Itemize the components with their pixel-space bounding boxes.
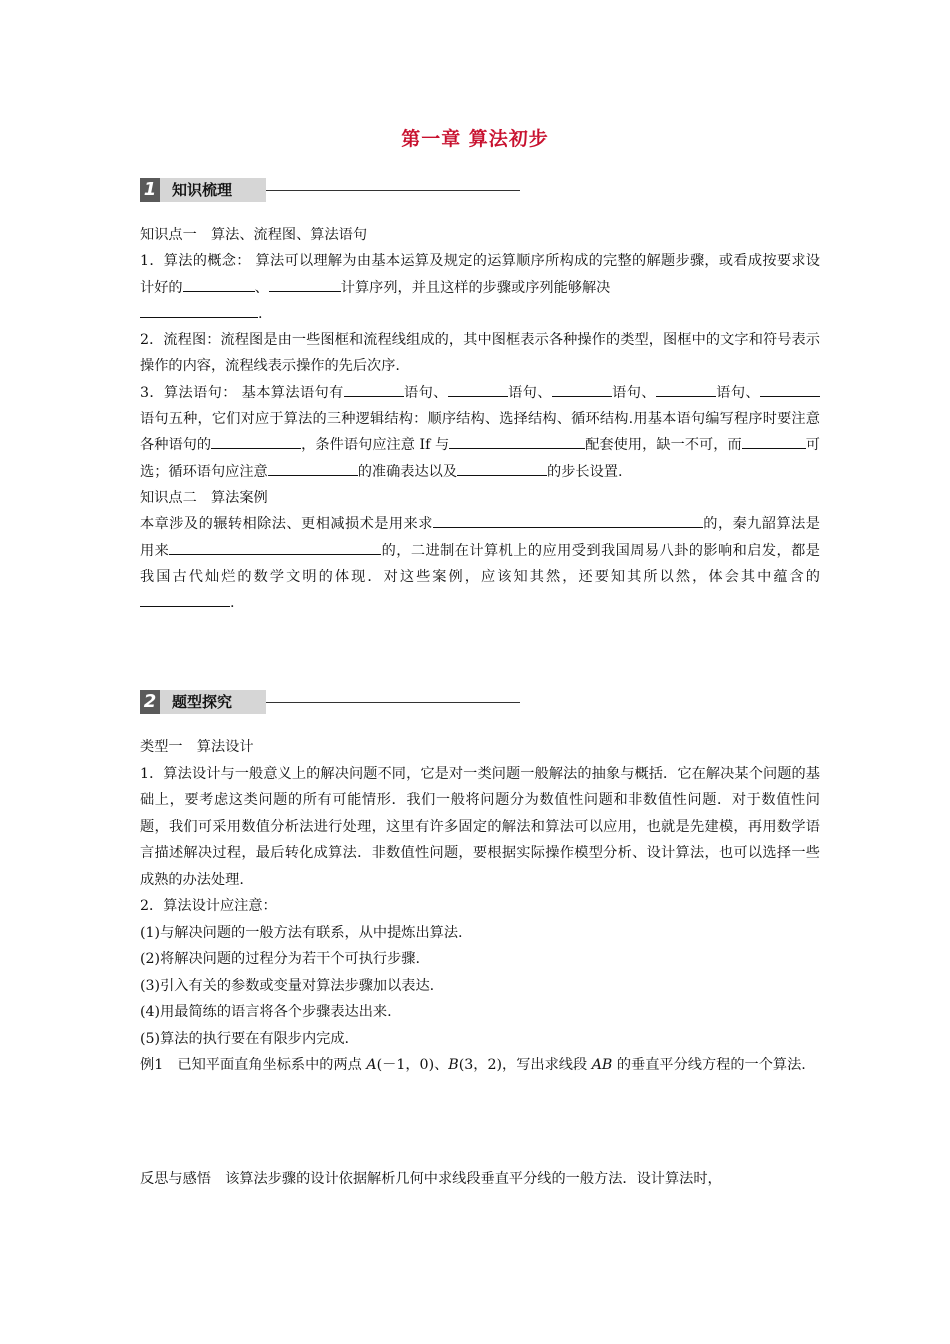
- fill-in-blank[interactable]: [656, 380, 716, 397]
- paragraph-flowchart: 2．流程图：流程图是由一些图框和流程线组成的，其中图框表示各种操作的类型，图框中的文字和符号表示操作的内容，流程线表示操作的先后次序.: [140, 332, 820, 375]
- text-run: 例1 已知平面直角坐标系中的两点: [140, 1057, 367, 1073]
- point-label: A: [366, 1057, 377, 1073]
- list-item: (4)用最简练的语言将各个步骤表达出来.: [140, 1004, 392, 1020]
- knowledge-point-1-title: 知识点一 算法、流程图、算法语句: [140, 227, 368, 243]
- paragraph-algorithm-statements: [140, 380, 820, 485]
- section-header-1: [140, 178, 520, 202]
- text-run: 、: [254, 279, 269, 296]
- paragraph-algorithm-concept: [140, 248, 820, 327]
- text-run: 语句、: [403, 384, 448, 401]
- fill-in-blank[interactable]: [169, 538, 381, 555]
- point-label: B: [448, 1057, 459, 1073]
- text-run: (3，2)，写出求线段: [458, 1057, 592, 1073]
- text-run: 的垂直平分线方程的一个算法.: [612, 1057, 806, 1073]
- list-item: (1)与解决问题的一般方法有联系，从中提炼出算法.: [140, 924, 463, 941]
- text-run: 可选；循环语句应注意: [140, 437, 820, 480]
- fill-in-blank[interactable]: [269, 275, 341, 292]
- section-number: 1: [140, 178, 160, 202]
- fill-in-blank[interactable]: [760, 380, 820, 397]
- section-number: 2: [140, 690, 160, 714]
- text-run: 本章涉及的辗转相除法、更相减损术是用来求: [140, 516, 433, 533]
- text-run: 语句、: [507, 384, 552, 401]
- section-divider: [266, 190, 520, 191]
- paragraph-algorithm-cases: [140, 511, 820, 616]
- text-run: 的，二进制在计算机上的应用受到我国周易八卦的影响和启发，都是我国古代灿烂的数学文明的体现．对这些案例，应该知其然，还要知其所以然，体会其中蕴含的: [140, 542, 820, 585]
- text-run: 语句、: [611, 384, 656, 401]
- text-run: 的准确表达以及: [357, 463, 458, 480]
- fill-in-blank[interactable]: [449, 432, 549, 449]
- text-run: 配套使用，缺一不可，而: [585, 437, 742, 454]
- list-item: (3)引入有关的参数或变量对算法步骤加以表达.: [140, 977, 435, 994]
- text-run: .: [258, 305, 263, 322]
- text-run: (－1，0)、: [376, 1057, 449, 1073]
- text-run: 语句、: [715, 384, 760, 401]
- text-run: 的，秦九韶算法是用来: [140, 516, 820, 559]
- list-item: (5)算法的执行要在有限步内完成.: [140, 1030, 350, 1047]
- paragraph-algorithm-design: 1．算法设计与一般意义上的解决问题不同，它是对一类问题一般解法的抽象与概括．它在解决某个问题的基础上，要考虑这类问题的所有可能情形．我们一般将问题分为数值性问题和非数值性问题．对于数值性问题，我们可采用数值分析法进行处理，这里有许多固定的解法和算法可以应用，也就是先建模，再用数学语言描述解决过程，最后转化成算法．非数值性问题，要根据实际操作模型分析、设计算法，也可以选择一些成熟的办法处理.: [140, 765, 820, 888]
- fill-in-blank[interactable]: [211, 432, 301, 449]
- list-item: (2)将解决问题的过程分为若干个可执行步骤.: [140, 951, 420, 967]
- type-1-title: 类型一 算法设计: [140, 739, 254, 755]
- paragraph-design-notes-title: 2．算法设计应注意：: [140, 898, 277, 914]
- example-1: [140, 1052, 820, 1079]
- fill-in-blank[interactable]: [457, 459, 547, 476]
- text-run: 1．算法的概念： 算法可以理解为由基本运算及规定的运算顺序所构成的完整的解题步骤，或看成按要求设计好的: [140, 253, 820, 296]
- section-header-2: [140, 690, 520, 714]
- fill-in-blank[interactable]: [433, 511, 703, 528]
- fill-in-blank[interactable]: [552, 380, 612, 397]
- text-run: 的步长设置.: [547, 463, 623, 480]
- fill-in-blank[interactable]: [183, 275, 255, 292]
- text-run: 3．算法语句： 基本算法语句有: [140, 384, 344, 401]
- text-run: ，条件语句应注意 If 与: [301, 437, 450, 454]
- segment-label: AB: [591, 1057, 613, 1073]
- fill-in-blank[interactable]: [344, 380, 404, 397]
- paragraph-reflection: 反思与感悟 该算法步骤的设计依据解析几何中求线段垂直平分线的一般方法．设计算法时，: [140, 1171, 722, 1187]
- text-run: 语句五种，它们对应于算法的三种逻辑结构：顺序结构、选择结构、循环结构.用基本语句编写程序时要注意各种语句的: [140, 411, 820, 454]
- fill-in-blank[interactable]: [549, 432, 585, 449]
- fill-in-blank[interactable]: [268, 459, 358, 476]
- section-label: 题型探究: [172, 693, 233, 711]
- fill-in-blank[interactable]: [742, 432, 806, 449]
- knowledge-point-2-title: 知识点二 算法案例: [140, 489, 268, 506]
- problem-types-section: [140, 734, 820, 1079]
- fill-in-blank[interactable]: [140, 590, 230, 607]
- knowledge-section: [140, 222, 820, 616]
- section-divider: [266, 702, 520, 703]
- text-run: .: [230, 595, 235, 612]
- section-label: 知识梳理: [172, 181, 233, 199]
- page-title: 第一章 算法初步: [401, 128, 549, 150]
- reflection-section: [140, 1166, 820, 1192]
- fill-in-blank[interactable]: [140, 301, 258, 318]
- fill-in-blank[interactable]: [448, 380, 508, 397]
- text-run: 计算序列，并且这样的步骤或序列能够解决: [340, 279, 611, 296]
